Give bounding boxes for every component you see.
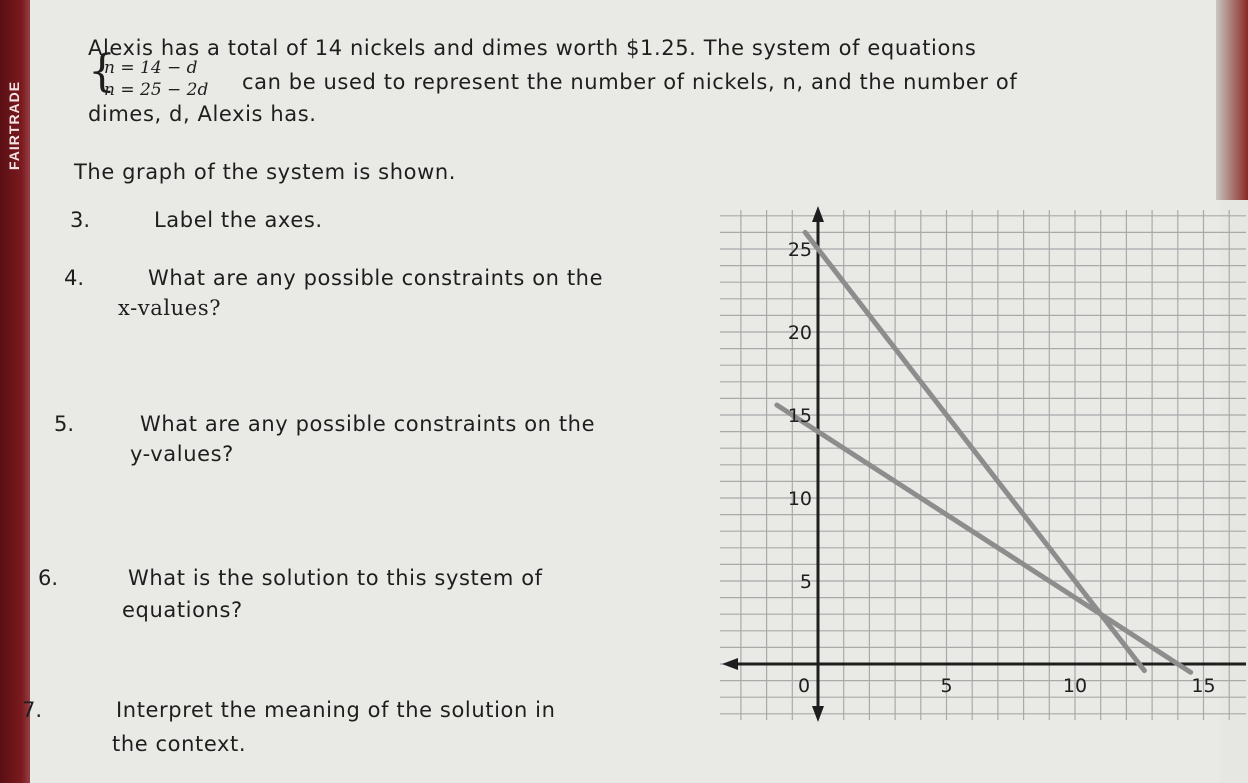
y-tick-label: 15 xyxy=(787,405,812,427)
system-brace: { xyxy=(88,46,116,97)
question-5-line-1: What are any possible constraints on the xyxy=(140,412,596,436)
question-4-line-2: x-values? xyxy=(118,296,222,320)
x-tick-label: 5 xyxy=(940,675,953,697)
question-5-line-2: y-values? xyxy=(130,442,234,466)
question-5-number: 5. xyxy=(54,412,75,436)
intro-line-1: Alexis has a total of 14 nickels and dimes worth $1.25. The system of equations xyxy=(88,36,977,60)
intro-line-2: can be used to represent the number of nickels, n, and the number of xyxy=(242,70,1018,94)
equation-1: n = 14 − d xyxy=(104,58,198,78)
question-6-line-1: What is the solution to this system of xyxy=(128,566,543,590)
y-tick-label: 25 xyxy=(787,239,812,261)
question-6-number: 6. xyxy=(38,566,59,590)
series-line-2 xyxy=(805,232,1144,670)
question-3-text: Label the axes. xyxy=(154,208,323,232)
x-tick-label: 15 xyxy=(1191,675,1216,697)
question-4-line-1: What are any possible constraints on the xyxy=(148,266,604,290)
intro-line-3: dimes, d, Alexis has. xyxy=(88,102,317,126)
y-tick-label: 5 xyxy=(799,571,812,593)
graph-note: The graph of the system is shown. xyxy=(74,160,457,184)
x-tick-label: 10 xyxy=(1062,675,1088,697)
question-7-number: 7. xyxy=(22,698,43,722)
question-7-line-2: the context. xyxy=(112,732,247,756)
y-axis-arrow-up xyxy=(812,206,824,222)
y-tick-label: 10 xyxy=(787,488,812,510)
question-6-line-2: equations? xyxy=(122,598,243,622)
side-label: FAIRTRADE xyxy=(6,80,22,170)
question-3-number: 3. xyxy=(70,208,91,232)
x-axis-arrow-left xyxy=(722,658,738,670)
x-tick-label: 0 xyxy=(797,675,811,697)
series-line-1 xyxy=(777,405,1191,672)
y-tick-label: 20 xyxy=(787,322,812,344)
equation-2: n = 25 − 2d xyxy=(104,80,209,100)
question-7-line-1: Interpret the meaning of the solution in xyxy=(116,698,556,722)
question-4-number: 4. xyxy=(64,266,85,290)
